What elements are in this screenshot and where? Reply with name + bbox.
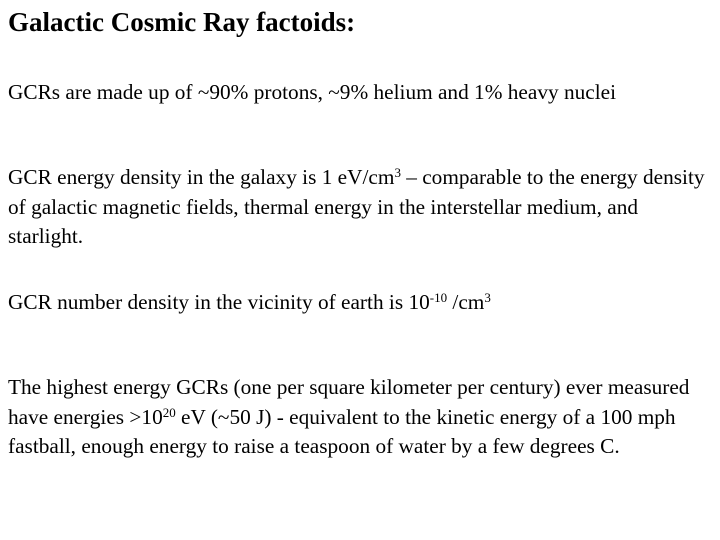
factoid-number-density-text: GCR number density in the vicinity of earth is 10 [8, 290, 430, 314]
factoid-highest-energy [8, 373, 714, 462]
factoid-number-density [8, 288, 714, 318]
factoid-composition [8, 78, 714, 108]
slide-title: Galactic Cosmic Ray factoids: [8, 7, 356, 37]
factoid-energy-density-text: GCR energy density in the galaxy is 1 eV/cm [8, 165, 395, 189]
factoid-energy-density [8, 163, 714, 252]
factoid-number-density-unit: /cm [447, 290, 485, 314]
superscript-exponent: -10 [429, 290, 448, 305]
superscript-exponent: 20 [162, 404, 176, 420]
superscript-exponent: 3 [394, 165, 401, 180]
factoid-energy-density-text-cont: – comparable to the energy density of galactic magnetic fields, thermal energy in the interstellar medium, and starlight. [8, 165, 705, 248]
factoid-composition-text: GCRs are made up of ~90% protons, ~9% helium and 1% heavy nuclei [8, 80, 616, 104]
factoid-highest-energy-text-cont: eV (~50 J) - equivalent to the kinetic energy of a 100 mph fastball, enough energy to raise a teaspoon of water by a few degrees C. [8, 404, 676, 458]
superscript-exponent: 3 [484, 290, 491, 305]
factoid-highest-energy-text: The highest energy GCRs (one per square kilometer per century) ever measured have energies >10 [8, 375, 690, 429]
